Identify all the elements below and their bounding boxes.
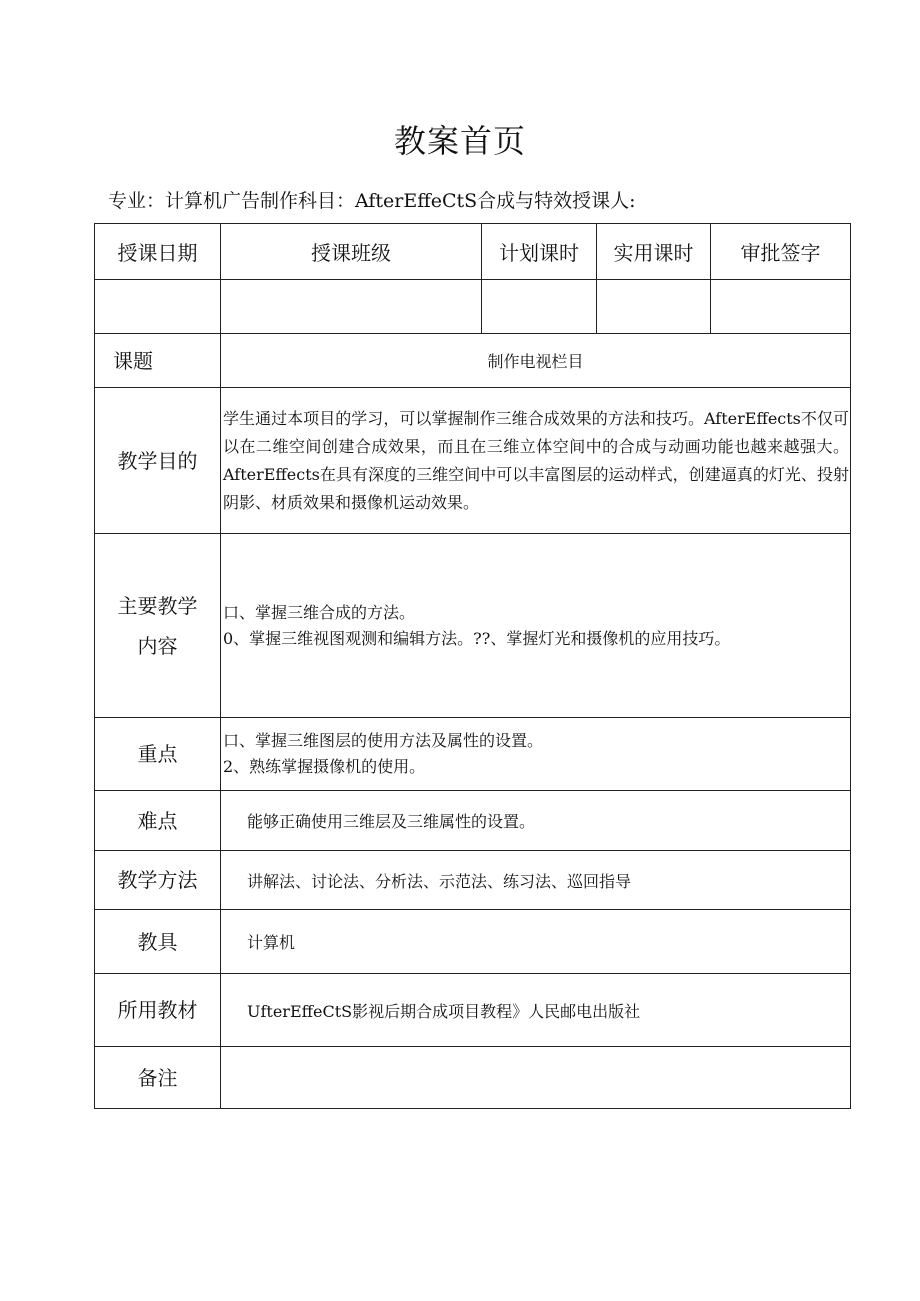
- header-planned-hours: 计划课时: [482, 224, 597, 280]
- content-line2: 0、掌握三维视图观测和编辑方法。??、掌握灯光和摄像机的应用技巧。: [223, 628, 731, 648]
- content-label-line1: 主要教学: [117, 593, 198, 618]
- remarks-row: [95, 1047, 851, 1109]
- objective-row: [95, 388, 851, 534]
- page-title: 教案首页: [393, 122, 526, 160]
- topic-label: 课题: [95, 334, 221, 388]
- class-cell: [221, 280, 482, 334]
- textbook-label: 所用教材: [95, 974, 221, 1047]
- planned-hours-cell: [482, 280, 597, 334]
- textbook-value: UfterEffeCtS影视后期合成项目教程》人民邮电出版社: [221, 974, 851, 1047]
- remarks-value: [221, 1047, 851, 1109]
- content-line1: 口、掌握三维合成的方法。: [223, 602, 416, 622]
- header-row: [95, 224, 851, 280]
- lesson-plan-table: [94, 223, 851, 1109]
- tools-row: [95, 910, 851, 974]
- methods-label: 教学方法: [95, 851, 221, 910]
- methods-value: 讲解法、讨论法、分析法、示范法、练习法、巡回指导: [221, 851, 851, 910]
- remarks-label: 备注: [95, 1047, 221, 1109]
- objective-label: 教学目的: [95, 388, 221, 534]
- objective-value: 学生通过本项目的学习，可以掌握制作三维合成效果的方法和技巧。AfterEffects不仅可以在二维空间创建合成效果，而且在三维立体空间中的合成与动画功能也越来越强大。AfterEffects在具有深度的三维空间中可以丰富图层的运动样式，创建逼真的灯光、投射阴影、材质效果和摄像机运动效果。: [221, 388, 851, 534]
- approval-signature-cell: [711, 280, 851, 334]
- difficulties-row: [95, 791, 851, 851]
- topic-row: [95, 334, 851, 388]
- topic-value: 制作电视栏目: [221, 334, 851, 388]
- textbook-row: [95, 974, 851, 1047]
- content-label: [95, 534, 221, 718]
- tools-label: 教具: [95, 910, 221, 974]
- header-actual-hours: 实用课时: [597, 224, 711, 280]
- tools-value: 计算机: [221, 910, 851, 974]
- content-label-line2: 内容: [137, 633, 178, 658]
- key-points-line1: 口、掌握三维图层的使用方法及属性的设置。: [223, 731, 544, 750]
- actual-hours-cell: [597, 280, 711, 334]
- teaching-date-cell: [95, 280, 221, 334]
- key-points-line2: 2、熟练掌握摄像机的使用。: [223, 757, 426, 776]
- blank-fill-row: [95, 280, 851, 334]
- key-points-row: [95, 718, 851, 791]
- key-points-label: 重点: [95, 718, 221, 791]
- difficulties-label: 难点: [95, 791, 221, 851]
- header-class: 授课班级: [221, 224, 482, 280]
- header-approval-signature: 审批签字: [711, 224, 851, 280]
- methods-row: [95, 851, 851, 910]
- course-info-line: 专业：计算机广告制作科目：AfterEffeCtS合成与特效授课人:: [108, 190, 636, 212]
- content-value: [221, 534, 851, 718]
- difficulties-value: 能够正确使用三维层及三维属性的设置。: [221, 791, 851, 851]
- content-row: [95, 534, 851, 718]
- key-points-value: [221, 718, 851, 791]
- header-teaching-date: 授课日期: [95, 224, 221, 280]
